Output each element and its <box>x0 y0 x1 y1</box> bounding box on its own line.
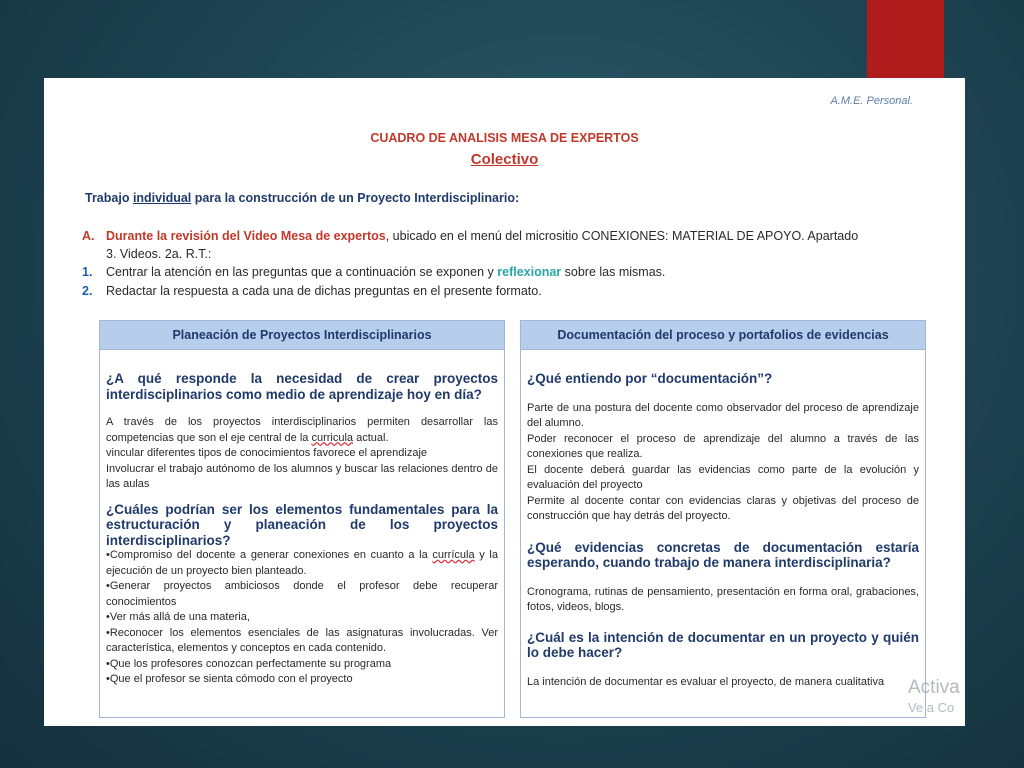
left-bullet-1 <box>106 548 498 579</box>
instruction-1 <box>82 263 942 281</box>
left-bullet-3: •Ver más allá de una materia, <box>106 611 250 623</box>
left-question-2: ¿Cuáles podrían ser los elementos fundamentales para la estructuración y planeación de los proyectos interdisciplinarios? <box>106 501 498 548</box>
right-question-3: ¿Cuál es la intención de documentar en un proyecto y quién lo debe hacer? <box>527 629 919 660</box>
instruction-2-text: Redactar la respuesta a cada una de dichas preguntas en el presente formato. <box>106 284 542 298</box>
right-answer-5: Cronograma, rutinas de pensamiento, presentación en forma oral, grabaciones, fotos, videos, blogs. <box>527 585 919 613</box>
right-answer-2: Poder reconocer el proceso de aprendizaje del alumno a través de las conexiones que realiza. <box>527 432 919 460</box>
left-answer-1-line1 <box>106 415 498 446</box>
watermark-line-2: Ve a Co <box>908 700 955 715</box>
instruction-a-marker: A. <box>82 229 95 243</box>
right-column-body <box>521 371 925 690</box>
right-answer-6: La intención de documentar es evaluar el proyecto, de manera cualitativa <box>527 675 885 688</box>
right-column-box <box>520 320 926 718</box>
left-bullet-5: •Que los profesores conozcan perfectamente su programa <box>106 657 392 670</box>
left-answer-1-end: actual. <box>353 431 389 444</box>
left-answer-1-line2: vincular diferentes tipos de conocimientos favorece el aprendizaje <box>106 447 428 459</box>
instruction-1-highlight: reflexionar <box>497 265 562 279</box>
left-bullet-6: •Que el profesor se sienta cómodo con el proyecto <box>106 673 353 685</box>
left-column-body <box>100 371 504 688</box>
instruction-a-line2: 3. Videos. 2a. R.T.: <box>106 247 212 261</box>
right-question-2: ¿Qué evidencias concretas de documentación estaría esperando, cuando trabajo de manera interdisciplinaria? <box>527 539 919 570</box>
right-column-heading: Documentación del proceso y portafolios de evidencias <box>521 321 925 350</box>
watermark-line-1: Activa <box>908 677 960 698</box>
left-question-1: ¿A qué responde la necesidad de crear proyectos interdisciplinarios como medio de aprendizaje hoy en día? <box>106 371 498 402</box>
activation-watermark <box>908 678 960 718</box>
left-bullet-2: •Generar proyectos ambiciosos donde el profesor debe recuperar conocimientos <box>106 580 498 608</box>
intro-line <box>85 191 519 205</box>
instruction-a-text: , ubicado en el menú del micrositio CONEXIONES: MATERIAL DE APOYO. Apartado <box>385 229 859 243</box>
intro-text-2: para la construcción de un Proyecto Interdisciplinario: <box>191 191 520 205</box>
document-subtitle: Colectivo <box>470 151 539 168</box>
instruction-2-marker: 2. <box>82 284 93 298</box>
left-bullet-4: •Reconocer los elementos esenciales de las asignaturas involucradas. Ver característica, elementos y conceptos en cada contenido. <box>106 626 498 654</box>
left-answer-1-line3: Involucrar el trabajo autónomo de los alumnos y buscar las relaciones dentro de las aulas <box>106 462 498 490</box>
left-column-heading: Planeación de Proyectos Interdisciplinarios <box>100 321 504 350</box>
author-note: A.M.E. Personal. <box>830 95 913 107</box>
left-bullet-1-curricula: currícula <box>432 549 475 561</box>
right-answer-1: Parte de una postura del docente como observador del proceso de aprendizaje del alumno. <box>527 401 919 429</box>
right-answer-4: Permite al docente contar con evidencias claras y objetivas del proceso de construcción que hay detrás del proyecto. <box>527 494 919 522</box>
left-answer-1-text: A través de los proyectos interdisciplinarios permiten desarrollar las competencias que son el eje central de la <box>106 416 498 444</box>
left-bullet-1-end: y la ejecución de un proyecto bien planteado. <box>106 549 498 577</box>
instruction-1-text: Centrar la atención en las preguntas que a continuación se exponen y <box>106 265 498 279</box>
intro-text-1: Trabajo <box>85 191 133 205</box>
left-answer-1-curricula: curricula <box>311 431 354 444</box>
intro-text-underlined: individual <box>132 191 192 205</box>
left-bullet-1-text: •Compromiso del docente a generar conexiones en cuanto a la <box>106 549 433 561</box>
instruction-1-marker: 1. <box>82 265 93 279</box>
instruction-1-text-end: sobre las mismas. <box>561 265 666 279</box>
right-answer-3: El docente deberá guardar las evidencias como parte de la evolución y evaluación del proyecto <box>527 463 919 491</box>
document-title: CUADRO DE ANALISIS MESA DE EXPERTOS <box>370 131 639 145</box>
right-question-1: ¿Qué entiendo por “documentación”? <box>527 371 773 386</box>
document-page <box>44 78 965 726</box>
instruction-2 <box>82 282 942 300</box>
instruction-a <box>82 227 942 245</box>
instruction-a-bold: Durante la revisión del Video Mesa de expertos <box>106 229 386 243</box>
left-column-box <box>99 320 505 718</box>
accent-bar <box>867 0 944 80</box>
